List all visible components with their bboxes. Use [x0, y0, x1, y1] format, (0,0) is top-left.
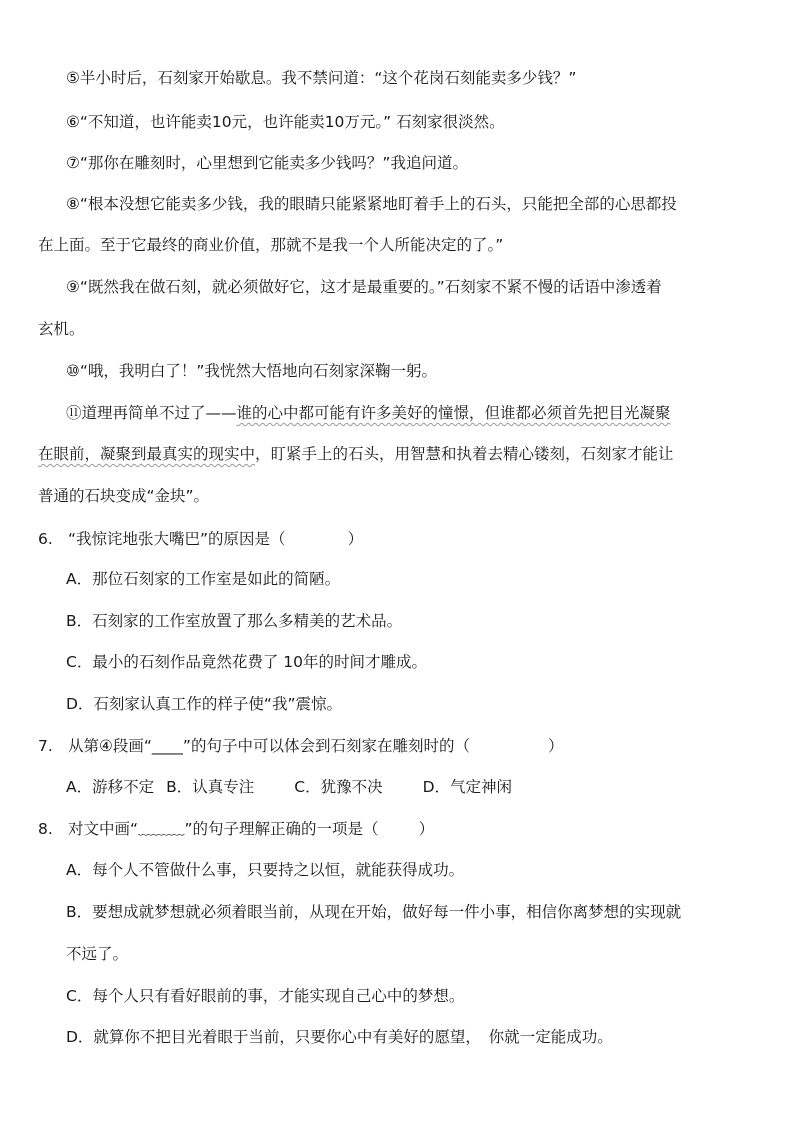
- question-6-stem: [38, 528, 768, 550]
- question-8-option-b-line-2: 不远了。: [66, 945, 129, 963]
- question-6-close-paren: ）: [347, 530, 364, 548]
- question-7-stem: [38, 735, 768, 757]
- question-6-text: “我惊诧地张大嘴巴”的原因是（: [68, 530, 286, 548]
- paragraph-10: ⑩“哦，我明白了！”我恍然大悟地向石刻家深鞠一躬。: [66, 362, 437, 380]
- question-6-option-b: B．石刻家的工作室放置了那么多精美的艺术品。: [66, 612, 403, 630]
- question-7-number: 7.: [38, 737, 53, 755]
- question-6-number: 6.: [38, 530, 53, 548]
- question-8-option-b-line-1: B．要想成就梦想就必须着眼当前，从现在开始，做好每一件小事，相信你离梦想的实现就: [66, 903, 682, 921]
- paragraph-5: ⑤半小时后，石刻家开始歇息。我不禁问道：“这个花岗石刻能卖多少钱？”: [66, 69, 577, 87]
- paragraph-6: ⑥“不知道，也许能卖10元，也许能卖10万元。” 石刻家很淡然。: [66, 113, 505, 131]
- question-6-option-c: C．最小的石刻作品竟然花费了 10年的时间才雕成。: [66, 653, 427, 671]
- question-7-close-paren: ）: [547, 737, 564, 755]
- question-8-option-a: A．每个人不管做什么事，只要持之以恒，就能获得成功。: [66, 861, 465, 879]
- paragraph-11-line-1: [66, 402, 794, 424]
- question-7-option-a: A．游移不定: [66, 778, 155, 796]
- question-8-text: 对文中画“﹏﹏﹏”的句子理解正确的一项是（: [68, 820, 379, 838]
- question-8-close-paren: ）: [418, 820, 435, 838]
- paragraph-8-line-1: ⑧“根本没想它能卖多少钱，我的眼睛只能紧紧地盯着手上的石头，只能把全部的心思都投: [66, 195, 677, 213]
- paragraph-9-line-2: 玄机。: [38, 320, 85, 338]
- question-7-option-c: C．犹豫不决: [294, 778, 383, 796]
- question-8-number: 8.: [38, 820, 53, 838]
- paragraph-9-line-1: ⑨“既然我在做石刻，就必须做好它，这才是最重要的。”石刻家不紧不慢的话语中渗透着: [66, 278, 662, 296]
- question-6-option-d: D．石刻家认真工作的样子使“我”震惊。: [66, 695, 342, 713]
- question-8-stem: [38, 818, 768, 840]
- paragraph-11-line-3: 普通的石块变成“金块”。: [38, 487, 210, 505]
- question-7-option-b: B．认真专注: [166, 778, 255, 796]
- paragraph-11-line-2: [38, 443, 768, 465]
- question-7-options: [66, 776, 794, 798]
- wavy-underlined-sentence-part-1: 谁的心中都可能有许多美好的憧憬，但谁都必须首先把目光凝聚: [236, 404, 671, 422]
- paragraph-8-line-2: 在上面。至于它最终的商业价值，那就不是我一个人所能决定的了。”: [38, 236, 504, 254]
- paragraph-7: ⑦“那你在雕刻时，心里想到它能卖多少钱吗？”我追问道。: [66, 154, 468, 172]
- question-8-option-d: D．就算你不把目光着眼于当前，只要你心中有美好的愿望， 你就一定能成功。: [66, 1028, 613, 1046]
- paragraph-11-lead: ⑪道理再简单不过了——: [66, 404, 237, 422]
- paragraph-11-continuation: ，盯紧手上的石头，用智慧和执着去精心镂刻，石刻家才能让: [255, 445, 674, 463]
- question-7-text: 从第④段画“____”的句子中可以体会到石刻家在雕刻时的（: [68, 737, 470, 755]
- question-8-option-c: C．每个人只有看好眼前的事，才能实现自己心中的梦想。: [66, 987, 465, 1005]
- question-7-option-d: D．气定神闲: [422, 778, 513, 796]
- wavy-underlined-sentence-part-2: 在眼前，凝聚到最真实的现实中: [38, 445, 256, 463]
- question-6-option-a: A．那位石刻家的工作室是如此的简陋。: [66, 570, 341, 588]
